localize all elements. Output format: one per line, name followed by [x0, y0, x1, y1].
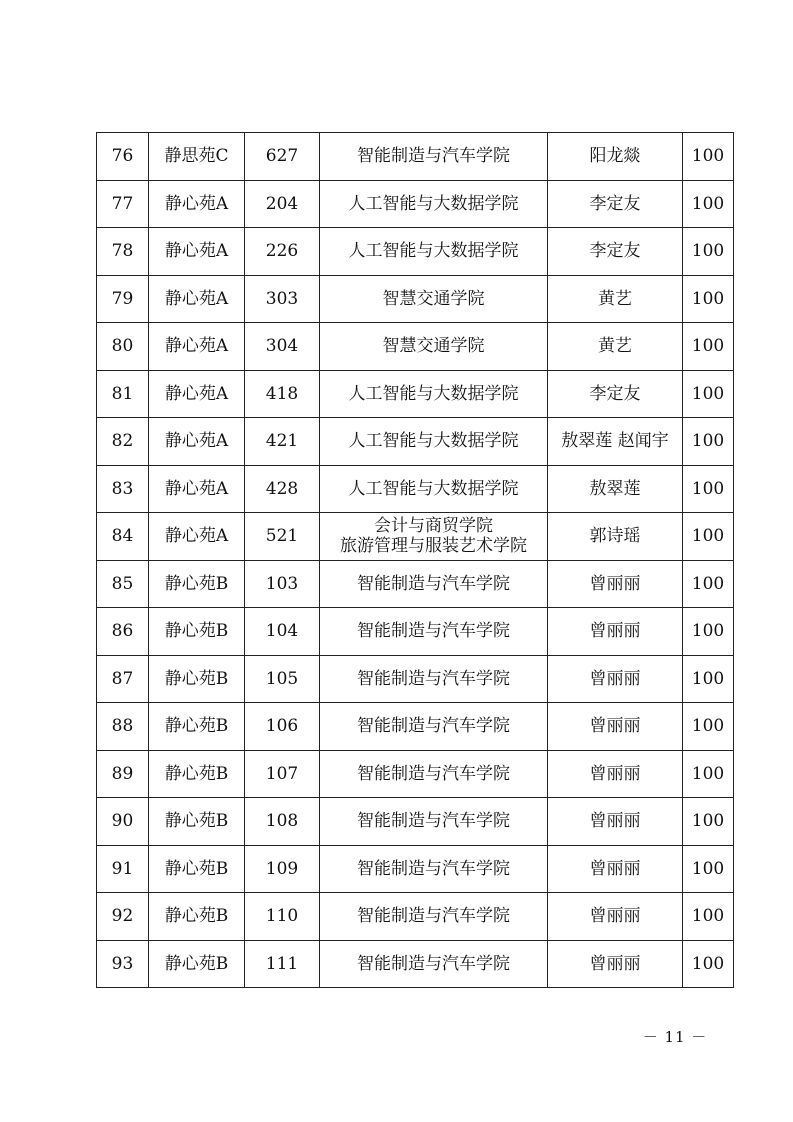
cell-number: 80 [97, 323, 149, 371]
cell-building: 静心苑A [149, 180, 245, 228]
cell-building: 静心苑B [149, 703, 245, 751]
cell-number: 82 [97, 418, 149, 466]
cell-college [320, 893, 548, 941]
cell-score: 100 [683, 513, 734, 561]
cell-building: 静心苑B [149, 750, 245, 798]
table-row [97, 845, 734, 893]
cell-teacher: 曾丽丽 [548, 750, 683, 798]
college-name: 旅游管理与服装艺术学院 [340, 536, 527, 557]
cell-number: 79 [97, 275, 149, 323]
college-name: 会计与商贸学院 [374, 516, 493, 537]
cell-score: 100 [683, 798, 734, 846]
table-row [97, 655, 734, 703]
cell-room: 627 [245, 133, 320, 181]
cell-college [320, 703, 548, 751]
cell-score: 100 [683, 418, 734, 466]
cell-teacher: 敖翠莲 [548, 465, 683, 513]
cell-room: 204 [245, 180, 320, 228]
cell-score: 100 [683, 465, 734, 513]
cell-college [320, 608, 548, 656]
table-row [97, 608, 734, 656]
college-name: 人工智能与大数据学院 [348, 431, 519, 452]
cell-college [320, 798, 548, 846]
cell-building: 静心苑B [149, 608, 245, 656]
cell-number: 90 [97, 798, 149, 846]
dormitory-score-table-container [96, 132, 734, 988]
cell-college [320, 133, 548, 181]
cell-building: 静心苑A [149, 418, 245, 466]
cell-college [320, 845, 548, 893]
cell-teacher: 曾丽丽 [548, 655, 683, 703]
cell-college [320, 560, 548, 608]
table-row [97, 228, 734, 276]
college-name: 智能制造与汽车学院 [357, 763, 510, 784]
cell-teacher: 阳龙燚 [548, 133, 683, 181]
page-number: － 11 － [642, 1028, 708, 1046]
cell-teacher: 黄艺 [548, 275, 683, 323]
cell-teacher: 郭诗瑶 [548, 513, 683, 561]
cell-number: 77 [97, 180, 149, 228]
cell-teacher: 曾丽丽 [548, 893, 683, 941]
table-row [97, 940, 734, 988]
cell-room: 104 [245, 608, 320, 656]
cell-building: 静思苑C [149, 133, 245, 181]
table-body [97, 133, 734, 988]
cell-teacher: 黄艺 [548, 323, 683, 371]
cell-number: 91 [97, 845, 149, 893]
cell-room: 103 [245, 560, 320, 608]
cell-room: 521 [245, 513, 320, 561]
cell-college [320, 750, 548, 798]
cell-college [320, 180, 548, 228]
cell-number: 81 [97, 370, 149, 418]
cell-room: 110 [245, 893, 320, 941]
cell-teacher: 曾丽丽 [548, 560, 683, 608]
cell-building: 静心苑A [149, 370, 245, 418]
cell-teacher: 敖翠莲 赵闻宇 [548, 418, 683, 466]
cell-score: 100 [683, 940, 734, 988]
cell-number: 85 [97, 560, 149, 608]
cell-building: 静心苑A [149, 323, 245, 371]
cell-college [320, 655, 548, 703]
table-row [97, 893, 734, 941]
cell-college [320, 370, 548, 418]
cell-building: 静心苑B [149, 940, 245, 988]
cell-room: 303 [245, 275, 320, 323]
college-name: 智慧交通学院 [382, 288, 485, 309]
cell-college [320, 275, 548, 323]
cell-teacher: 曾丽丽 [548, 703, 683, 751]
cell-room: 111 [245, 940, 320, 988]
table-row [97, 133, 734, 181]
cell-room: 109 [245, 845, 320, 893]
cell-score: 100 [683, 845, 734, 893]
cell-score: 100 [683, 655, 734, 703]
cell-number: 76 [97, 133, 149, 181]
cell-college [320, 513, 548, 561]
dormitory-score-table [96, 132, 734, 988]
cell-building: 静心苑A [149, 513, 245, 561]
cell-building: 静心苑B [149, 655, 245, 703]
cell-score: 100 [683, 228, 734, 276]
cell-score: 100 [683, 750, 734, 798]
college-name: 智慧交通学院 [382, 336, 485, 357]
cell-teacher: 曾丽丽 [548, 798, 683, 846]
college-name: 智能制造与汽车学院 [357, 858, 510, 879]
cell-room: 418 [245, 370, 320, 418]
cell-college [320, 323, 548, 371]
college-name: 智能制造与汽车学院 [357, 621, 510, 642]
cell-number: 88 [97, 703, 149, 751]
table-row [97, 418, 734, 466]
cell-score: 100 [683, 370, 734, 418]
cell-room: 105 [245, 655, 320, 703]
cell-teacher: 李定友 [548, 370, 683, 418]
cell-number: 87 [97, 655, 149, 703]
cell-room: 421 [245, 418, 320, 466]
table-row [97, 323, 734, 371]
cell-score: 100 [683, 893, 734, 941]
cell-teacher: 李定友 [548, 228, 683, 276]
college-name: 智能制造与汽车学院 [357, 906, 510, 927]
cell-building: 静心苑B [149, 845, 245, 893]
cell-score: 100 [683, 275, 734, 323]
cell-teacher: 曾丽丽 [548, 608, 683, 656]
cell-building: 静心苑A [149, 228, 245, 276]
college-name: 智能制造与汽车学院 [357, 668, 510, 689]
cell-college [320, 418, 548, 466]
cell-teacher: 曾丽丽 [548, 845, 683, 893]
cell-building: 静心苑A [149, 275, 245, 323]
table-row [97, 513, 734, 561]
college-name: 智能制造与汽车学院 [357, 716, 510, 737]
cell-teacher: 曾丽丽 [548, 940, 683, 988]
table-row [97, 560, 734, 608]
cell-room: 428 [245, 465, 320, 513]
cell-building: 静心苑B [149, 560, 245, 608]
cell-room: 226 [245, 228, 320, 276]
table-row [97, 798, 734, 846]
cell-number: 78 [97, 228, 149, 276]
cell-score: 100 [683, 608, 734, 656]
table-row [97, 703, 734, 751]
college-name: 智能制造与汽车学院 [357, 811, 510, 832]
table-row [97, 750, 734, 798]
cell-number: 92 [97, 893, 149, 941]
cell-score: 100 [683, 703, 734, 751]
college-name: 人工智能与大数据学院 [348, 241, 519, 262]
cell-score: 100 [683, 323, 734, 371]
cell-number: 86 [97, 608, 149, 656]
cell-number: 83 [97, 465, 149, 513]
college-name: 人工智能与大数据学院 [348, 478, 519, 499]
table-row [97, 370, 734, 418]
college-name: 智能制造与汽车学院 [357, 146, 510, 167]
table-row [97, 465, 734, 513]
cell-number: 89 [97, 750, 149, 798]
cell-room: 107 [245, 750, 320, 798]
college-name: 智能制造与汽车学院 [357, 953, 510, 974]
cell-college [320, 940, 548, 988]
cell-building: 静心苑B [149, 893, 245, 941]
cell-number: 84 [97, 513, 149, 561]
table-row [97, 275, 734, 323]
cell-teacher: 李定友 [548, 180, 683, 228]
cell-score: 100 [683, 133, 734, 181]
cell-room: 108 [245, 798, 320, 846]
table-row [97, 180, 734, 228]
cell-number: 93 [97, 940, 149, 988]
college-name: 智能制造与汽车学院 [357, 573, 510, 594]
cell-building: 静心苑A [149, 465, 245, 513]
college-name: 人工智能与大数据学院 [348, 193, 519, 214]
cell-college [320, 465, 548, 513]
cell-room: 106 [245, 703, 320, 751]
college-name: 人工智能与大数据学院 [348, 383, 519, 404]
cell-score: 100 [683, 560, 734, 608]
cell-building: 静心苑B [149, 798, 245, 846]
cell-score: 100 [683, 180, 734, 228]
cell-room: 304 [245, 323, 320, 371]
cell-college [320, 228, 548, 276]
